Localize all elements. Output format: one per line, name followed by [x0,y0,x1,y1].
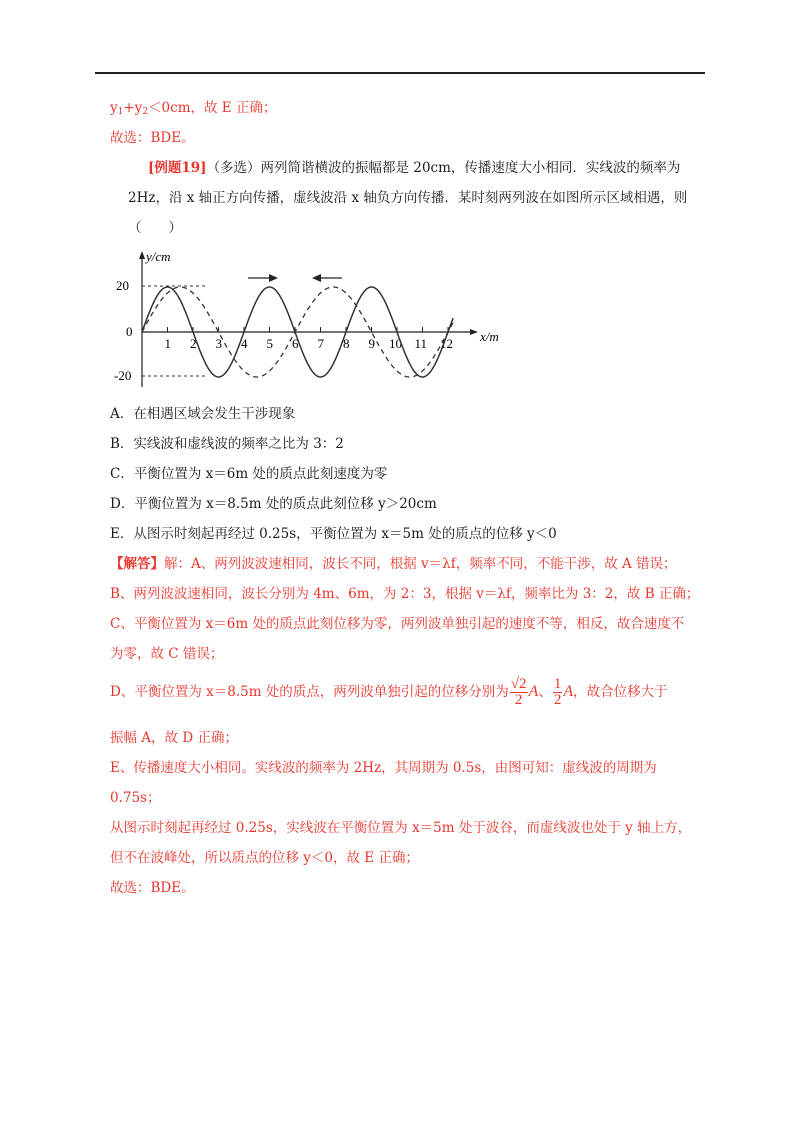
answer-line-d: D、平衡位置为 x＝8.5m 处的质点，两列波单独引起的位移分别为 $\frac{√2}{2}$ A、 $\frac{1}{2}$ A，故合位移大于 [110,676,668,708]
x-tick-label: 3 [215,336,222,351]
continuation-choice: 故选：BDE。 [110,130,195,146]
y-tick-0: 0 [126,324,133,339]
answer-line-e2: 0.75s； [110,790,161,806]
x-tick-label: 1 [164,336,171,351]
y-tick-neg20: -20 [114,368,132,383]
option-a: A．在相遇区域会发生干涉现象 [110,406,296,422]
answer-line-c2: 为零，故 C 错误； [110,646,224,662]
x-tick-label: 6 [292,336,299,351]
example-line-2: 2Hz，沿 x 轴正方向传播，虚线波沿 x 轴负方向传播．某时刻两列波在如图所示区域相遇，则 [128,190,688,206]
x-tick-label: 5 [266,336,273,351]
example-tag: [例题19] [148,160,207,176]
x-tick-label: 11 [414,336,428,351]
x-tick-label: 4 [241,336,248,351]
x-tick-label: 8 [343,336,350,351]
x-tick-label: 7 [317,336,324,351]
option-c: C．平衡位置为 x＝6m 处的质点此刻速度为零 [110,466,388,482]
x-axis-arrow-icon [470,329,478,335]
arrow-left-icon [312,274,321,282]
x-tick-label: 12 [440,336,453,351]
continuation-line: $y_1+y_2<0cm$，故 E 正确； [110,100,277,117]
answer-line-a: 【解答】解：A、两列波波速相同，波长不同，根据 v＝λf，频率不同，不能干涉，故 A 错误； [110,556,677,572]
example-line-1: [例题19]（多选）两列简谐横波的振幅都是 20cm，传播速度大小相同．实线波的频率为 [148,160,681,176]
y-axis-label: y/cm [146,249,171,264]
option-d: D．平衡位置为 x＝8.5m 处的质点此刻位移 y＞20cm [110,496,437,512]
y-tick-20: 20 [116,278,129,293]
answer-tag: 【解答】 [110,556,164,572]
fraction-1-over-2: $\frac{1}{2}$ [553,676,562,708]
header-rule [95,72,705,74]
answer-line-e3: 从图示时刻起再经过 0.25s，实线波在平衡位置为 x＝5m 处于波谷，而虚线波也处于 y 轴上方， [110,820,692,836]
example-line-3: （ ） [128,220,182,236]
fraction-sqrt2-over-2: $\frac{√2}{2}$ [510,676,527,708]
option-e: E．从图示时刻起再经过 0.25s，平衡位置为 x＝5m 处的质点的位移 y＜0 [110,526,557,542]
answer-line-e4: 但不在波峰处，所以质点的位移 y＜0，故 E 正确； [110,850,419,866]
y-axis-arrow-icon [139,251,145,259]
option-b: B．实线波和虚线波的频率之比为 3：2 [110,436,344,452]
x-tick-label: 10 [389,336,402,351]
answer-choice: 故选：BDE。 [110,880,195,896]
wave-figure [110,245,510,395]
answer-line-b: B、两列波波速相同，波长分别为 4m、6m，为 2：3，根据 v＝λf，频率比为 3：2，故 B 正确； [110,586,700,602]
x-tick-label: 2 [190,336,197,351]
answer-line-d2: 振幅 A，故 D 正确； [110,730,238,746]
arrow-right-icon [269,274,278,282]
x-tick-label: 9 [368,336,375,351]
answer-line-c1: C、平衡位置为 x＝6m 处的质点此刻位移为零，两列波单独引起的速度不等，相反，故合速度不 [110,616,685,632]
x-axis-label: x/m [480,329,499,344]
answer-line-e1: E、传播速度大小相同。实线波的频率为 2Hz，其周期为 0.5s，由图可知：虚线波的周期为 [110,760,657,776]
